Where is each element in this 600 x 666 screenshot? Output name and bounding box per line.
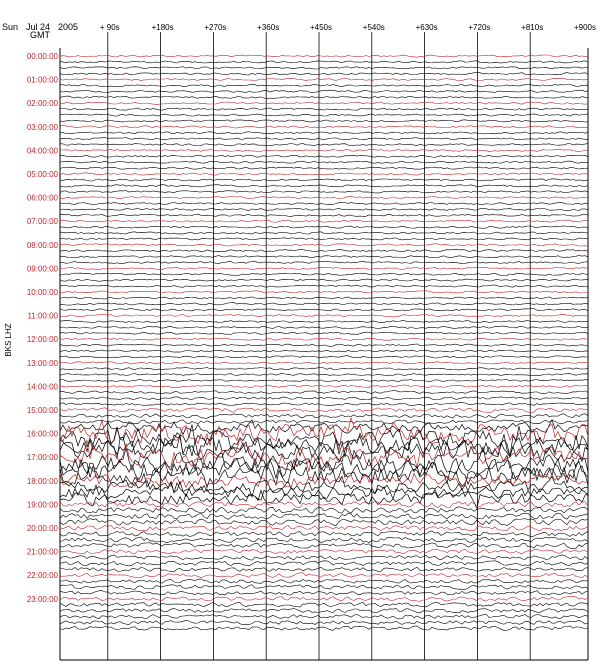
- header-day: Sun: [2, 22, 19, 32]
- trace-line: [60, 238, 588, 240]
- trace-line: [60, 403, 588, 406]
- trace-line: [60, 374, 588, 376]
- trace-line: [60, 102, 588, 104]
- trace-line: [60, 567, 588, 572]
- trace-line: [60, 614, 588, 619]
- trace-line: [60, 397, 588, 400]
- trace-line: [60, 108, 588, 110]
- trace-line: [60, 350, 588, 352]
- x-tick-label: +810s: [521, 23, 544, 32]
- trace-line: [60, 608, 588, 613]
- x-tick-label: +630s: [415, 23, 438, 32]
- trace-line: [60, 155, 588, 157]
- trace-line: [60, 126, 588, 128]
- trace-line: [60, 596, 588, 601]
- trace-line: [60, 208, 588, 210]
- trace-line: [60, 507, 588, 514]
- trace-line: [60, 96, 588, 98]
- trace-line: [60, 132, 588, 134]
- hour-label: 17:00:00: [26, 453, 58, 463]
- plot-frame: [60, 48, 588, 660]
- hour-label: 05:00:00: [26, 170, 58, 179]
- x-tick-labels: [100, 23, 596, 32]
- trace-line: [60, 138, 588, 140]
- trace-line: [60, 191, 588, 193]
- hour-label: 04:00:00: [26, 146, 58, 156]
- trace-line: [60, 356, 588, 358]
- trace-line: [60, 173, 588, 175]
- x-tick-label: +540s: [362, 23, 385, 32]
- hour-label: 11:00:00: [27, 311, 58, 321]
- trace-line: [60, 414, 588, 419]
- hour-label: 14:00:00: [26, 382, 58, 392]
- trace-line: [60, 285, 588, 287]
- trace-line: [60, 244, 588, 246]
- header-timezone: GMT: [30, 30, 50, 40]
- trace-line: [60, 531, 588, 537]
- trace-line: [60, 161, 588, 163]
- trace-line: [60, 291, 588, 293]
- trace-line: [60, 525, 588, 531]
- hour-label: 01:00:00: [26, 75, 58, 85]
- hour-label: 23:00:00: [26, 594, 58, 604]
- trace-line: [60, 114, 588, 116]
- trace-line: [60, 273, 588, 275]
- seismogram-traces: [60, 55, 588, 630]
- trace-line: [60, 67, 588, 69]
- x-tick-label: +900s: [573, 23, 597, 32]
- hour-label: 18:00:00: [26, 476, 58, 486]
- trace-line: [60, 261, 588, 263]
- trace-line: [60, 220, 588, 222]
- hour-label: 06:00:00: [26, 193, 58, 203]
- trace-line: [60, 320, 588, 322]
- header-year: 2005: [58, 22, 79, 32]
- hour-label: 16:00:00: [26, 429, 58, 439]
- trace-line: [60, 202, 588, 204]
- trace-line: [60, 185, 588, 187]
- trace-line: [60, 214, 588, 216]
- trace-line: [60, 120, 588, 122]
- trace-line: [60, 579, 588, 584]
- trace-line: [60, 379, 588, 381]
- trace-line: [60, 620, 588, 624]
- hour-label: 07:00:00: [26, 217, 58, 227]
- trace-line: [60, 338, 588, 340]
- x-tick-label: +450s: [309, 23, 333, 32]
- hour-label: 03:00:00: [26, 122, 58, 132]
- x-tick-label: +360s: [257, 23, 280, 32]
- trace-line: [60, 196, 588, 198]
- trace-line: [60, 368, 588, 370]
- trace-line: [60, 309, 588, 311]
- trace-line: [60, 303, 588, 306]
- trace-line: [60, 501, 588, 508]
- trace-line: [60, 549, 588, 554]
- trace-line: [60, 626, 588, 631]
- hour-label: 21:00:00: [26, 547, 58, 557]
- trace-line: [60, 385, 588, 388]
- hour-label: 20:00:00: [26, 524, 58, 533]
- hour-label: 13:00:00: [26, 358, 58, 368]
- trace-line: [60, 519, 588, 526]
- hour-label: 02:00:00: [26, 99, 58, 109]
- hour-label: 00:00:00: [26, 52, 58, 61]
- hour-labels: [27, 52, 59, 604]
- trace-line: [60, 167, 588, 169]
- trace-line: [60, 537, 588, 543]
- trace-line: [60, 267, 588, 269]
- x-tick-label: + 90s: [99, 23, 120, 32]
- hour-label: 22:00:00: [26, 571, 58, 581]
- trace-line: [60, 585, 588, 590]
- header-date: Jul 24: [26, 22, 51, 32]
- trace-line: [60, 591, 588, 595]
- trace-line: [60, 326, 588, 329]
- hour-label: 12:00:00: [26, 335, 58, 345]
- x-tick-label: +720s: [468, 23, 491, 32]
- trace-line: [60, 61, 588, 63]
- trace-line: [60, 573, 588, 578]
- trace-line: [60, 543, 588, 549]
- trace-line: [60, 332, 588, 334]
- trace-line: [60, 179, 588, 181]
- trace-line: [60, 84, 588, 86]
- trace-line: [60, 226, 588, 228]
- hour-label: 19:00:00: [26, 500, 58, 510]
- hour-label: 15:00:00: [26, 406, 58, 415]
- trace-line: [60, 90, 588, 92]
- trace-line: [60, 149, 588, 151]
- hour-label: 09:00:00: [26, 264, 58, 274]
- trace-line: [60, 603, 588, 608]
- x-tick-label: +270s: [204, 23, 227, 32]
- trace-line: [60, 513, 588, 519]
- trace-line: [60, 232, 588, 234]
- trace-line: [60, 144, 588, 146]
- trace-line: [60, 78, 588, 80]
- trace-line: [60, 279, 588, 281]
- trace-line: [60, 362, 588, 364]
- trace-line: [60, 250, 588, 252]
- hour-label: 10:00:00: [26, 288, 58, 297]
- hour-label: 08:00:00: [26, 240, 58, 250]
- x-tick-label: +180s: [151, 23, 174, 32]
- trace-line: [60, 297, 588, 299]
- trace-line: [60, 561, 588, 566]
- trace-line: [60, 344, 588, 346]
- trace-line: [60, 314, 588, 317]
- trace-line: [60, 555, 588, 560]
- trace-line: [60, 256, 588, 258]
- trace-line: [60, 408, 588, 413]
- trace-line: [60, 391, 588, 394]
- station-label: BKS LHZ: [4, 323, 13, 357]
- trace-line: [60, 55, 588, 57]
- trace-line: [60, 73, 588, 75]
